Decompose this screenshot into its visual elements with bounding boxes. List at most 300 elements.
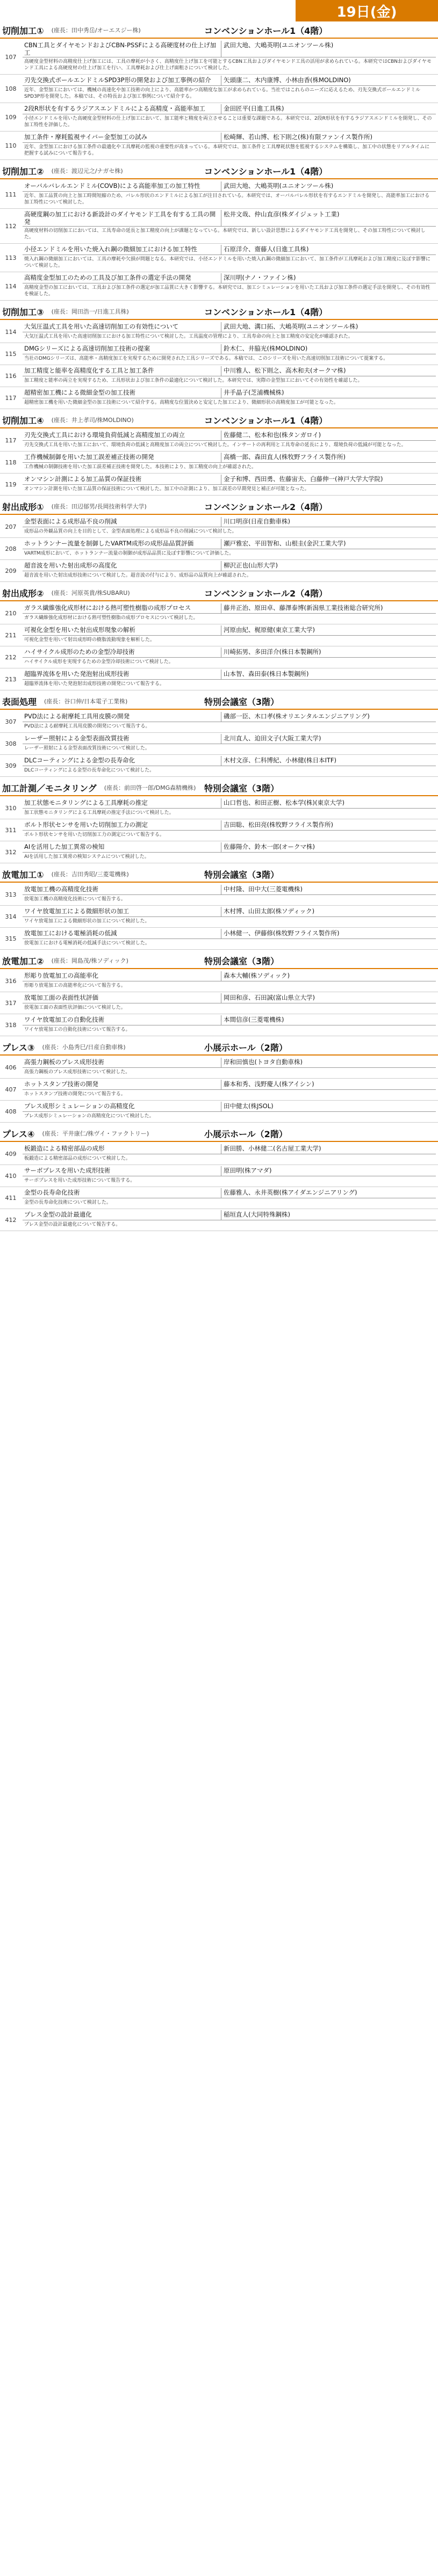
talk-title: ホットランナー流量を制御したVARTM成形の成形品品質評価 [23,539,221,549]
talk-header [23,453,436,463]
talk-number: 410 [5,1172,17,1180]
session-block [0,694,438,777]
talk-authors: 稲垣直人(大同特殊鋼株) [224,1211,290,1218]
talk-title: 金型表面による成形品不良の削減 [23,517,221,527]
talk-row [0,668,438,690]
talk-header [23,366,436,376]
talk-authors: 矢頭康二、木内康博、小林由香(株MOLDINO) [224,76,351,84]
talk-header [23,647,436,658]
talk-row [0,711,438,733]
talk-body [21,430,438,451]
talk-body [21,928,438,949]
talk-title: ワイヤ放電加工による微細形状の加工 [23,907,221,916]
talk-row [0,244,438,272]
talk-number: 309 [5,762,17,769]
talk-number: 308 [5,740,17,747]
session-room: 特別会議室（3階） [204,869,279,880]
session-block [0,867,438,950]
talk-header [23,1102,436,1112]
talk-row [0,819,438,841]
session-chair: (座長：小島秀巳/日産自動車株) [42,1044,126,1051]
talk-row [0,992,438,1014]
session-chair: (座長：前田啓一郎/DMG森精機株) [104,784,196,791]
talk-authors: 河原由紀、梶原健(東京工業大学) [224,626,315,634]
talk-authors: 原田明(株アマダ) [224,1167,272,1174]
session-block [0,412,438,496]
talk-title: 高硬度鋼の加工における新設計のダイヤモンド工具を有する工具の開発 [23,210,221,226]
talk-authors: 石原洋介、齋藤人(日進工具株) [224,245,309,253]
talk-row [0,906,438,928]
talk-row [0,560,438,582]
talk-body [21,819,438,841]
talk-body [21,668,438,690]
talk-abstract: 当社のDMGシリーズは、高能率・高精度加工を実現するために開発された工具シリーズである。本稿では、このシリーズを用いた高速切削加工技術について提案する。 [24,356,389,361]
talk-abstract: ボルト形状センサを用いた切削加工力の測定について報告する。 [24,832,164,838]
session-title: 放電加工② [2,956,44,966]
talk-number: 408 [5,1108,17,1115]
talk-header [23,885,436,895]
talk-row [0,646,438,668]
talk-number: 407 [5,1086,17,1093]
talk-title: 小径エンドミルを用いた焼入れ鋼の微細加工における加工特性 [23,245,221,254]
talk-abstract: 近年、金型加工においては、機械の高速化や加工技術の向上により、高能率かつ高精度な加工が求められている。当社ではこれらのニーズに応えるため、刃先交換式ボールエンドミルSPD3P形を開発した。本稿では、その特長および加工事例について紹介する。 [24,88,421,99]
talk-body [21,343,438,365]
talk-number: 311 [5,826,17,834]
talk-title: ガラス繊維強化成形材における熱可塑性樹脂の成形プロセス [23,603,221,613]
talk-body [21,516,438,537]
talk-row [0,474,438,496]
session-room: コンベンションホール1（4階） [204,415,328,426]
talk-body [21,365,438,387]
talk-header [23,388,436,398]
talk-authors: 木村博、山田太郎(株ソディック) [224,907,315,915]
talk-header [23,210,436,227]
talk-title: DMGシリーズによる高速切削加工技術の提案 [23,344,221,354]
talk-header [23,1210,436,1220]
session-chair: (座長：谷口伸/日本電子工業株) [44,698,128,705]
talk-title: 放電加工における電極消耗の低減 [23,929,221,938]
session-chair: (座長：平井康仁/株ヴイ・ファクトリー) [42,1130,149,1137]
session-room: コンベンションホール1（4階） [204,166,328,177]
talk-row [0,103,438,132]
talk-header [23,245,436,255]
talk-row [0,797,438,819]
talk-row [0,40,438,75]
talk-number: 213 [5,675,17,683]
talk-body [21,321,438,343]
talk-authors: 吉田聡、松田亮(株牧野フライス製作所) [224,821,334,828]
session-header [0,163,438,179]
talk-title: AIを活用した加工異常の検知 [23,842,221,852]
talk-authors: 山本智、森田泰(株日本製鋼所) [224,670,309,678]
talk-header [23,798,436,809]
talk-header [23,76,436,86]
talk-authors: 中川雅人、松下則之、高木和夫(オークマ株) [224,367,346,374]
talk-abstract: 刃先交換式工具を用いた加工において、環境負荷の低減と高精度加工の両立について検討した。インサートの再利用と工具寿命の延長により、環境負荷の低減が可能となった。 [24,442,406,448]
talk-header [23,431,436,441]
talk-abstract: オンマシン計測を用いた加工品質の保証技術について検討した。加工中の計測により、加工誤差の早期発見と補正が可能となった。 [24,486,310,492]
talk-header [23,971,436,981]
talk-header [23,670,436,680]
talk-title: 加工精度と能率を高精度化する工具と加工条件 [23,366,221,376]
session-header [0,304,438,320]
talk-title: 刃先交換式工具における環境負荷低減と高精度加工の両立 [23,431,221,440]
talk-title: CBN工具とダイヤモンドおよびCBN-PSSFによる高硬度材の仕上げ加工 [23,41,221,57]
talk-body [21,387,438,409]
session-title: 射出成形① [2,501,44,512]
talk-abstract: 板鍛造による精密部品の成形について検討した。 [24,1156,131,1161]
talk-header [23,1144,436,1154]
session-title: 表面処理 [2,696,37,707]
talk-title: レーザー照射による金型表面改質技術 [23,734,221,744]
talk-authors: 井手晶子(芝浦機械株) [224,389,284,396]
session-header [0,953,438,969]
talk-body [21,474,438,495]
talk-number: 111 [5,191,17,198]
talk-title: 大気圧温式工具を用いた高速切削加工の有効性について [23,322,221,332]
session-title: プレス④ [2,1129,35,1139]
talk-authors: 中村隆、田中大(三菱電機株) [224,885,303,893]
talk-header [23,603,436,614]
talk-title: 形彫り放電加工の高能率化 [23,971,221,981]
session-block [0,780,438,863]
talk-abstract: ワイヤ放電加工の自動化技術について報告する。 [24,1027,131,1032]
talk-number: 113 [5,254,17,261]
talk-row [0,516,438,538]
date-banner: 19日(金) [296,0,438,21]
talk-body [21,624,438,646]
talk-body [21,1209,438,1231]
talk-body [21,992,438,1014]
session-title: 放電加工① [2,869,44,880]
talk-abstract: ハイサイクル成形を実現するための金型冷却技術について検討した。 [24,659,174,665]
talk-row [0,1057,438,1079]
talk-number: 118 [5,459,17,466]
talk-number: 411 [5,1194,17,1202]
talk-authors: 金子和博、西田勇、佐藤宙夫、白藤伸一(神戸大学大学院) [224,475,383,483]
talk-abstract: PVD法による耐摩耗工具用皮膜の開発について報告する。 [24,724,150,729]
session-title: 切削加工② [2,166,44,177]
talk-authors: 鈴木仁、井脇光(株MOLDINO) [224,345,308,352]
talk-title: ハイサイクル成形のための金型冷却技術 [23,647,221,657]
talk-number: 314 [5,913,17,920]
talk-number: 316 [5,977,17,985]
talk-header [23,929,436,939]
talk-row [0,180,438,209]
session-header [0,867,438,883]
talk-header [23,517,436,527]
talk-number: 114 [5,282,17,290]
talk-number: 211 [5,631,17,639]
session-title: 切削加工① [2,25,44,36]
talk-authors: 森本大輔(株ソディック) [224,972,290,979]
talk-number: 212 [5,653,17,661]
talk-title: 放電加工面の表面性状評価 [23,993,221,1003]
talk-title: 刃先交換式ボールエンドミルSPD3P形の開発および加工事例の紹介 [23,76,221,85]
talk-row [0,365,438,387]
talk-body [21,1057,438,1078]
talk-body [21,602,438,624]
session-header [0,780,438,796]
talk-abstract: 可視化金型を用いて射出成形時の樹脂流動現象を解析した。 [24,637,155,643]
talk-title: 工作機械制御を用いた加工誤差補正技術の開発 [23,453,221,462]
talk-row [0,884,438,906]
session-title: プレス③ [2,1042,35,1053]
talk-body [21,755,438,776]
talk-abstract: 近年、加工品質の向上と加工時間短縮のため、バレル形状のエンドミルによる加工が注目されている。本研究では、オーバルバレル形状を有するエンドミルを開発し、高能率加工における加工特性について検討した。 [24,193,430,205]
talk-abstract: 金型の長寿命化技術について検討した。 [24,1200,111,1205]
talk-number: 112 [5,222,17,230]
talk-abstract: 超臨界流体を用いた発泡射出成形技術の開発について報告する。 [24,681,164,687]
talk-title: オーバルバレルエンドミル(COVB)による高能率加工の加工特性 [23,181,221,191]
talk-authors: 松崎輝、若山博、松下則之(株)有限ファンイス製作所) [224,133,373,141]
session-room: 小展示ホール（2階） [204,1042,288,1053]
talk-row [0,733,438,755]
talk-abstract: 放電加工面の表面性状評価について検討した。 [24,1005,126,1010]
talk-authors: 川崎拓男、多田洋介(株日本製鋼所) [224,648,321,656]
session-block [0,163,438,301]
talk-row [0,430,438,452]
session-chair: (座長：田辺郁男/長岡技術科学大学) [51,503,147,510]
talk-abstract: 小径エンドミルを用いた高硬度金型材料の仕上げ加工において、加工能率と精度を両立させることは重要な課題である。本研究では、2段R形状を有するラジアスエンドミルを開発し、その加工特性を評価した。 [24,116,432,128]
talk-title: 加工状態モニタリングによる工具摩耗の推定 [23,798,221,808]
talk-authors: 田中健太(株JSOL) [224,1102,274,1110]
talk-title: 金型の長寿命化技術 [23,1188,221,1198]
talk-header [23,344,436,354]
talk-body [21,884,438,905]
talk-row [0,1209,438,1231]
talk-body [21,711,438,732]
talk-body [21,75,438,103]
talk-authors: 北川直人、迫田文子(大阪工業大学) [224,734,321,742]
talk-number: 119 [5,481,17,488]
talk-header [23,820,436,831]
talk-body [21,970,438,992]
talk-header [23,133,436,143]
talk-authors: 武田大地、大嶋英明(ユニオンツール株) [224,41,334,49]
talk-authors: 松井文哉、仲山直彦(株ダイジェット工業) [224,210,340,218]
session-chair: (座長：田中秀岳/オーエスジー株) [51,27,141,34]
talk-body [21,1187,438,1209]
talk-body [21,841,438,863]
talk-abstract: 放電加工における電極消耗の低減手法について検討した。 [24,941,150,946]
talk-body [21,103,438,131]
talk-header [23,625,436,636]
talk-authors: 佐藤健二、松本和也(株タンガロイ) [224,431,321,439]
talk-header [23,756,436,766]
session-header [0,499,438,515]
talk-header [23,1166,436,1176]
talk-abstract: プレス成形シミュレーションの高精度化について検討した。 [24,1114,154,1119]
talk-authors: 柳沢正也(山形大学) [224,562,278,569]
talk-header [23,993,436,1003]
talk-authors: 木村文彦、仁科博紀、小林健(株日本ITF) [224,756,337,764]
talk-title: 放電加工機の高精度化技術 [23,885,221,894]
talk-row [0,624,438,646]
talk-number: 108 [5,85,17,92]
session-room: 特別会議室（3階） [204,783,279,794]
talk-abstract: 高張力鋼板のプレス成形技術について検討した。 [24,1069,131,1075]
talk-number: 307 [5,718,17,725]
talk-title: サーボプレスを用いた成形技術 [23,1166,221,1176]
talk-number: 318 [5,1021,17,1029]
talk-header [23,712,436,722]
talk-title: オンマシン計測による加工品質の保証技術 [23,475,221,484]
session-room: コンベンションホール1（4階） [204,25,328,36]
talk-abstract: ガラス繊維強化成形材における熱可塑性樹脂の成形プロセスについて検討した。 [24,615,198,621]
session-title: 射出成形② [2,588,44,599]
talk-abstract: 工作機械の制御技術を用いた加工誤差補正技術を開発した。本技術により、加工精度の向上が確認された。 [24,464,257,470]
session-title: 切削加工④ [2,415,44,426]
talk-authors: 深川明(ナノ・ファイン株) [224,274,296,281]
talk-row [0,343,438,365]
session-header [0,1039,438,1056]
talk-number: 117 [5,394,17,402]
talk-number: 312 [5,848,17,856]
talk-number: 313 [5,891,17,898]
session-block [0,23,438,160]
talk-body [21,40,438,74]
session-chair: (座長：渡辺元之/ナガセ株) [51,168,123,174]
session-header [0,23,438,39]
session-block [0,499,438,582]
talk-header [23,181,436,192]
talk-header [23,1058,436,1068]
talk-number: 210 [5,609,17,617]
talk-header [23,734,436,744]
session-block [0,953,438,1036]
session-title: 加工計測／モニタリング [2,783,97,794]
session-chair: (座長：井上孝司/株MOLDINO) [51,417,134,424]
talk-body [21,1101,438,1122]
talk-body [21,797,438,819]
talk-abstract: ホットスタンプ技術の開発について報告する。 [24,1091,126,1097]
talk-authors: 佐藤雅人、永井英樹(株アイダエンジニアリング) [224,1189,357,1196]
talk-number: 406 [5,1064,17,1071]
talk-number: 208 [5,545,17,552]
talk-body [21,1165,438,1187]
talk-row [0,209,438,244]
talk-number: 310 [5,804,17,812]
talk-header [23,1015,436,1025]
talk-body [21,1079,438,1100]
talk-title: 加工条件・摩耗監視サイバー金型加工の試み [23,133,221,142]
talk-title: 超臨界流体を用いた発泡射出成形技術 [23,670,221,679]
talk-number: 315 [5,935,17,942]
talk-authors: 山口哲也、和田正樹、松本学(株)(東京大学) [224,799,344,806]
talk-body [21,272,438,300]
talk-title: 高張力鋼板のプレス成形技術 [23,1058,221,1067]
talk-row [0,602,438,624]
talk-header [23,561,436,571]
talk-authors: 藤井正治、原田卓、藤澤泰博(新潟県工業技術総合研究所) [224,604,383,612]
talk-body [21,180,438,208]
talk-row [0,1014,438,1036]
talk-abstract: DLCコーティングによる金型の長寿命化について検討した。 [24,768,155,773]
talk-header [23,273,436,283]
talk-body [21,538,438,559]
talk-abstract: 焼入れ鋼の微細加工においては、工具の摩耗や欠損が問題となる。本研究では、小径エンドミルを用いた焼入れ鋼の微細加工において、加工条件が工具摩耗および加工精度に及ぼす影響について検討した。 [24,257,430,268]
talk-authors: 本間信彦(三菱電機株) [224,1016,284,1023]
talk-row [0,1101,438,1123]
talk-number: 116 [5,372,17,380]
talk-authors: 岸和田慎也(トヨタ自動車株) [224,1058,303,1066]
session-room: コンベンションホール1（4階） [204,307,328,317]
talk-abstract: プレス金型の設計最適化について報告する。 [24,1222,121,1227]
talk-number: 115 [5,350,17,358]
talk-row [0,1187,438,1209]
talk-header [23,475,436,485]
session-room: コンベンションホール2（4階） [204,501,328,512]
talk-body [21,452,438,473]
talk-authors: 武田大地、大嶋英明(ユニオンツール株) [224,182,334,190]
talk-body [21,132,438,159]
talk-number: 412 [5,1216,17,1224]
talk-header [23,907,436,917]
session-room: 小展示ホール（2階） [204,1129,288,1139]
talk-title: PVD法による耐摩耗工具用皮膜の開発 [23,712,221,722]
talk-authors: 磯部一臣、木口孝(株オリエンタルエンジニアリング) [224,712,370,720]
talk-authors: 瀬戸雅宏、平田智和、山根圭(金沢工業大学) [224,540,346,547]
talk-row [0,452,438,474]
talk-abstract: 超精密加工機を用いた微細金型の加工技術について紹介する。高精度な位置決めと安定した加工により、微細形状の高精度加工が可能となった。 [24,400,339,405]
talk-row [0,755,438,777]
session-block [0,585,438,690]
talk-row [0,841,438,863]
session-block [0,304,438,409]
session-chair: (座長：岡島茂/株ソディック) [51,957,128,964]
talk-title: プレス成形シミュレーションの高精度化 [23,1102,221,1111]
talk-title: DLCコーティングによる金型の長寿命化 [23,756,221,766]
talk-title: 板鍛造による精密部品の成形 [23,1144,221,1154]
session-header [0,1126,438,1142]
session-room: 特別会議室（3階） [204,956,279,966]
talk-authors: 佐藤陽介、鈴木一郎(オークマ株) [224,843,315,850]
talk-abstract: 高硬度金型材料の高精度仕上げ加工には、工具の摩耗が小さく、高精度仕上げ加工を可能とするCBN工具およびダイヤモンド工具の活用が求められている。本研究ではCBNおよびダイヤモンド工具による高硬度材の仕上げ加工を行い、工具摩耗および仕上げ面粗さについて検討した。 [24,59,432,71]
talk-body [21,906,438,927]
session-chair: (座長：岡田浩一/日進工具株) [51,308,129,315]
talk-row [0,970,438,992]
session-chair: (座長：吉田秀昭/三菱電機株) [51,871,129,878]
talk-authors: 高橋一郎、森田直人(株牧野フライス製作所) [224,453,346,461]
talk-abstract: 高精度金型の加工においては、工具および加工条件の選定が加工品質に大きく影響する。本研究では、加工シミュレーションを用いた工具および加工条件の選定手法を開発し、その有効性を検証した。 [24,285,430,297]
talk-row [0,321,438,343]
talk-header [23,41,436,57]
talk-number: 117 [5,436,17,444]
talk-row [0,538,438,560]
talk-header [23,322,436,332]
talk-title: ボルト形状センサを用いた切削加工力の測定 [23,820,221,830]
session-room: コンベンションホール2（4階） [204,588,328,599]
talk-authors: 川口明彦(日産自動車株) [224,518,290,525]
talk-authors: 武田大地、溝口拓、大嶋英明(ユニオンツール株) [224,323,358,330]
talk-abstract: 高硬度材料の切削加工においては、工具寿命の延長と加工精度の向上が課題となっている。本研究では、新しい設計思想によるダイヤモンド工具を開発し、その加工特性について検討した。 [24,228,426,240]
session-chair: (座長：河原英貴/株SUBARU) [51,590,130,596]
talk-number: 317 [5,999,17,1007]
session-header [0,412,438,428]
talk-abstract: ワイヤ放電加工による微細形状の加工について検討した。 [24,919,150,924]
talk-header [23,1188,436,1198]
talk-abstract: サーボプレスを用いた成形技術について報告する。 [24,1178,135,1183]
session-title: 切削加工③ [2,307,44,317]
talk-authors: 小林健一、伊藤修(株牧野フライス製作所) [224,929,340,937]
talk-authors: 藤本和秀、浅野慶人(株アイシン) [224,1080,314,1088]
talk-abstract: 近年、金型加工における加工条件の最適化や工具摩耗の監視の重要性が高まっている。本研究では、加工条件と工具摩耗状態を監視するシステムを構築し、加工中の状態をリアルタイムに把握する試みについて報告する。 [24,144,430,156]
talk-body [21,560,438,581]
talk-abstract: 成形品の外観品質の向上を目的として、金型表面処理による成形品不良の削減について検討した。 [24,529,237,534]
talk-row [0,272,438,301]
session-header [0,694,438,710]
